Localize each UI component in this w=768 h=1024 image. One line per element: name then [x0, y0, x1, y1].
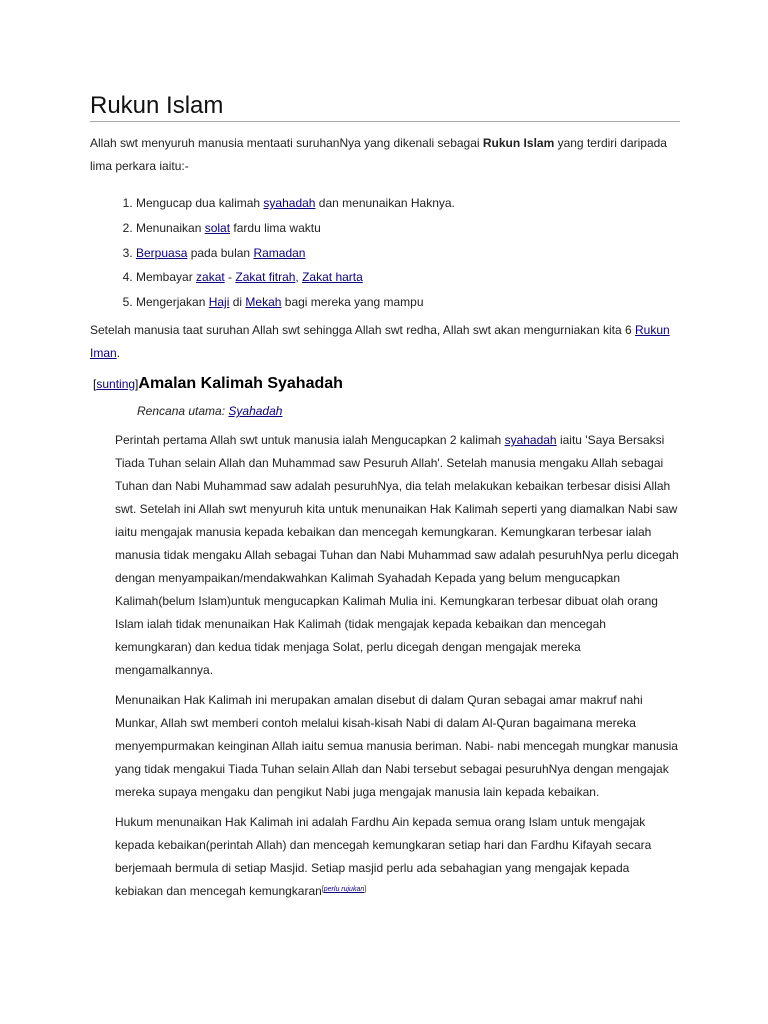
link-zakat-harta[interactable]: Zakat harta: [302, 270, 363, 285]
item-text: Membayar: [136, 270, 197, 285]
item-text: di: [229, 295, 246, 310]
pillars-list: [90, 191, 680, 315]
section-title: Amalan Kalimah Syahadah: [138, 374, 343, 392]
citation-needed: [322, 886, 366, 893]
list-item: [136, 216, 680, 241]
link-main-article-syahadah[interactable]: Syahadah: [228, 403, 283, 418]
link-syahadah[interactable]: syahadah: [263, 196, 316, 210]
item-text: bagi mereka yang mampu: [281, 295, 424, 310]
item-text: ,: [295, 270, 303, 285]
intro-text-before: Allah swt menyuruh manusia mentaati suruhanNya yang dikenali sebagai: [90, 136, 483, 150]
article: [90, 92, 680, 903]
page-title: Rukun Islam: [90, 92, 680, 122]
citation-needed-link[interactable]: perlu rujukan: [323, 885, 365, 893]
link-solat[interactable]: solat: [204, 220, 231, 235]
item-text: Mengucap dua kalimah: [136, 196, 264, 210]
paragraph-text: Setelah manusia taat suruhan Allah swt sehingga Allah swt redha, Allah swt akan mengurniakan kita 6: [90, 322, 635, 337]
list-item: [136, 265, 680, 290]
edit-bracket-open: [: [93, 376, 97, 391]
intro-bold-term: Rukun Islam: [482, 136, 555, 150]
ref-bracket-close: ]: [364, 885, 367, 893]
rukun-iman-paragraph: [90, 319, 680, 365]
list-item: [136, 241, 680, 266]
link-ramadan[interactable]: Ramadan: [253, 245, 306, 260]
link-syahadah-inline[interactable]: syahadah: [504, 432, 557, 447]
hatnote-label: Rencana utama:: [137, 403, 229, 418]
list-item: [136, 191, 680, 216]
section-heading: [93, 372, 680, 396]
item-text: dan menunaikan Haknya.: [315, 196, 455, 210]
item-text: -: [224, 270, 236, 285]
ref-bracket-open: [: [321, 885, 324, 893]
item-text: pada bulan: [187, 245, 254, 260]
paragraph-text: iaitu 'Saya Bersaksi Tiada Tuhan selain Allah dan Muhammad saw Pesuruh Allah'. Setelah manusia mengaku Allah sebagai Tuhan dan Nabi Muhammad saw adalah pesuruhNya, dia telah melakukan kebaikan terbesar disisi Allah swt. Setelah ini Allah swt menyuruh kita untuk menunaikan Hak Kalimah seperti yang diamalkan Nabi saw iaitu mengajak manusia kepada kebaikan dan mencegah kemungkaran. Kemungkaran terbesar ialah manusia tidak mengaku Allah sebagai Tuhan dan Nabi Muhammad saw adalah pesuruhNya perlu dicegah dengan menyampaikan/mendakwahkan Kalimah Syahadah Kepada yang belum mengucapkan Kalimah(belum Islam)untuk mengucapkan Kalimah Mulia ini. Kemungkaran terbesar dibuat olah orang Islam ialah tidak menunaikan Hak Kalimah (tidak mengajak kepada kebaikan dan mencegah kemungkaran) dan kedua tidak menjaga Solat, perlu dicegah dengan mengajak mereka mengamalkannya.: [115, 432, 679, 677]
link-berpuasa[interactable]: Berpuasa: [136, 245, 188, 260]
edit-bracket-close: ]: [135, 376, 139, 391]
intro-paragraph: [90, 132, 680, 178]
paragraph-end: .: [116, 345, 121, 360]
paragraph-text: Hukum menunaikan Hak Kalimah ini adalah Fardhu Ain kepada semua orang Islam untuk mengajak kepada kebaikan(perintah Allah) dan mencegah kemungkaran setiap hari dan Fardhu Kifayah secara berjemaah bermula di setiap Masjid. Setiap masjid perlu ada sebahagian yang mengajak kepada kebiakan dan mencegah kemungkaran: [115, 814, 652, 898]
item-text: Mengerjakan: [136, 295, 209, 310]
link-zakat[interactable]: zakat: [196, 270, 225, 285]
item-text: Menunaikan: [136, 220, 205, 235]
section-paragraph-1: [115, 429, 680, 682]
link-haji[interactable]: Haji: [208, 295, 230, 310]
edit-section-link-wrapper: [93, 377, 138, 391]
link-zakat-fitrah[interactable]: Zakat fitrah: [235, 270, 296, 285]
section-paragraph-3: [115, 811, 680, 903]
item-text: fardu lima waktu: [230, 220, 321, 235]
main-article-note: [137, 400, 680, 423]
section-paragraph-2: Menunaikan Hak Kalimah ini merupakan amalan disebut di dalam Quran sebagai amar makruf nahi Munkar, Allah swt memberi contoh melalui kisah-kisah Nabi di dalam Al-Quran bagaimana mereka menyempurmakan keinginan Allah iaitu semua manusia beriman. Nabi- nabi mencegah mungkar manusia yang tidak mengakui Tiada Tuhan selain Allah dan Nabi tersebut sebagai pesuruhNya dengan mengajak mereka supaya mengaku dan pengikut Nabi juga mengajak manusia lain kepada kebaikan.: [115, 692, 678, 799]
edit-section-link[interactable]: sunting: [96, 376, 136, 391]
paragraph-text: Perintah pertama Allah swt untuk manusia ialah Mengucapkan 2 kalimah: [115, 432, 505, 447]
link-mekah[interactable]: Mekah: [245, 295, 282, 310]
intro-text-after: yang terdiri daripada lima perkara iaitu:-: [90, 136, 667, 173]
link-rukun-iman[interactable]: Rukun Iman: [90, 322, 670, 360]
list-item: [136, 290, 680, 315]
